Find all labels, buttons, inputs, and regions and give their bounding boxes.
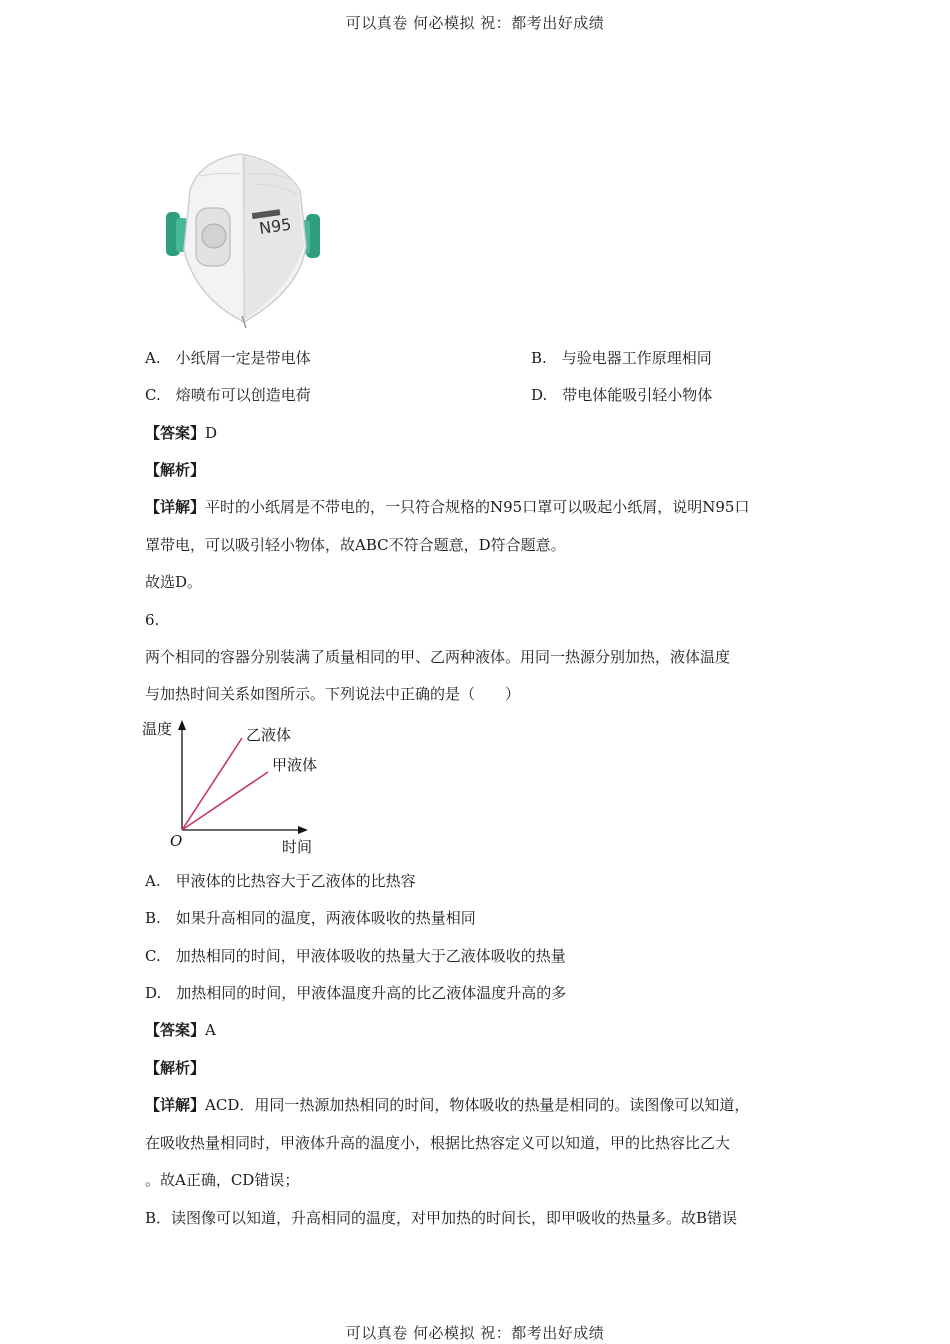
graph-line-jia bbox=[182, 772, 268, 830]
q5-answer-value: D bbox=[205, 424, 218, 442]
graph-origin-label: O bbox=[170, 832, 183, 850]
q5-answer-tag: 【答案】 bbox=[145, 424, 206, 442]
graph-y-axis-arrow bbox=[178, 720, 186, 730]
q5-conclusion: 故选D。 bbox=[145, 573, 203, 591]
mask-valve-cap bbox=[202, 224, 226, 248]
q5-detail-line-2: 罩带电，可以吸引轻小物体，故ABC不符合题意，D符合题意。 bbox=[145, 536, 566, 554]
q6-detail-line-2: 在吸收热量相同时，甲液体升高的温度小，根据比热容定义可以知道，甲的比热容比乙大 bbox=[145, 1134, 731, 1152]
q5-detail-tag: 【详解】 bbox=[145, 498, 206, 516]
q6-detail-line-4: B．读图像可以知道，升高相同的温度，对甲加热的时间长，即甲吸收的热量多。故B错误 bbox=[145, 1209, 738, 1227]
q6-option-a: A. 甲液体的比热容大于乙液体的比热容 bbox=[145, 872, 416, 890]
q6-detail-tag: 【详解】 bbox=[145, 1096, 206, 1114]
q5-option-c: C. 熔喷布可以创造电荷 bbox=[145, 386, 311, 404]
graph-x-label: 时间 bbox=[282, 838, 313, 856]
q6-temperature-time-graph bbox=[140, 716, 330, 861]
graph-y-label: 温度 bbox=[142, 720, 173, 738]
graph-line-jia-label: 甲液体 bbox=[272, 756, 318, 774]
q6-detail-line-3: 。故A正确，CD错误； bbox=[145, 1171, 300, 1189]
q6-detail-line-1: 【详解】ACD．用同一热源加热相同的时间，物体吸收的热量是相同的。读图像可以知道， bbox=[145, 1096, 750, 1114]
q6-stem-line-1: 两个相同的容器分别装满了质量相同的甲、乙两种液体。用同一热源分别加热，液体温度 bbox=[145, 648, 731, 666]
q6-option-b: B. 如果升高相同的温度，两液体吸收的热量相同 bbox=[145, 909, 476, 927]
mask-logo-text: N95 bbox=[257, 214, 293, 238]
q6-number: 6. bbox=[145, 611, 160, 629]
q5-option-b: B. 与验电器工作原理相同 bbox=[531, 349, 712, 367]
q5-option-d: D. 带电体能吸引轻小物体 bbox=[531, 386, 713, 404]
q6-analysis-tag: 【解析】 bbox=[145, 1059, 206, 1077]
q6-answer-tag: 【答案】 bbox=[145, 1021, 206, 1039]
mask-shade bbox=[242, 156, 304, 320]
q6-option-c: C. 加热相同的时间，甲液体吸收的热量大于乙液体吸收的热量 bbox=[145, 947, 566, 965]
page-footer: 可以真卷 何必模拟 祝：都考出好成绩 bbox=[345, 1324, 605, 1342]
q6-answer-value: A bbox=[205, 1021, 216, 1039]
q6-option-d: D. 加热相同的时间，甲液体温度升高的比乙液体温度升高的多 bbox=[145, 984, 567, 1002]
q6-answer bbox=[145, 1020, 216, 1040]
graph-x-axis-arrow bbox=[298, 826, 308, 834]
q5-answer bbox=[145, 423, 217, 443]
n95-mask-image bbox=[160, 150, 326, 328]
q6-stem-line-2: 与加热时间关系如图所示。下列说法中正确的是（ ） bbox=[145, 685, 521, 703]
q5-detail-line-1: 【详解】平时的小纸屑是不带电的，一只符合规格的N95口罩可以吸起小纸屑，说明N95口 bbox=[145, 498, 750, 516]
graph-line-yi-label: 乙液体 bbox=[246, 726, 292, 744]
q5-option-a: A. 小纸屑一定是带电体 bbox=[145, 349, 311, 367]
graph-line-yi bbox=[182, 738, 242, 830]
q5-analysis-tag: 【解析】 bbox=[145, 461, 206, 479]
page-header: 可以真卷 何必模拟 祝：都考出好成绩 bbox=[345, 14, 605, 32]
